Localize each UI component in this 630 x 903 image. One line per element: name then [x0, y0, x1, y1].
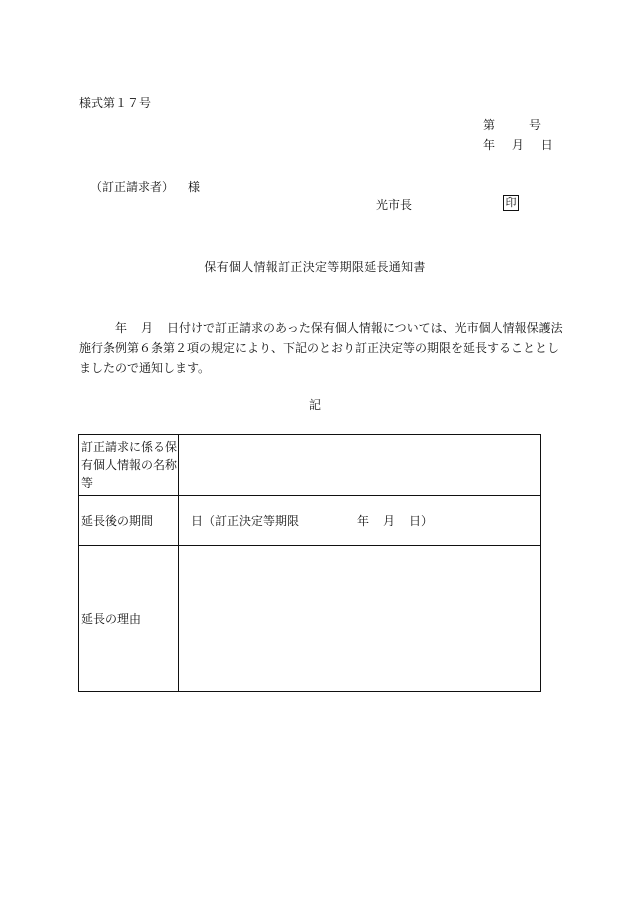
document-title: 保有個人情報訂正決定等期限延長通知書	[204, 260, 426, 274]
body-line-1-text: 日付けで訂正請求のあった保有個人情報については、光市個人情報保護法	[167, 321, 563, 335]
table-row	[79, 496, 541, 546]
form-number: 様式第１７号	[79, 96, 152, 110]
addressee	[90, 181, 200, 193]
doc-number-prefix: 第	[483, 118, 496, 132]
table-row	[79, 546, 541, 692]
period-year: 年	[357, 513, 370, 528]
ki-heading: 記	[308, 398, 321, 412]
sender-name: 光市長	[376, 198, 413, 212]
body-paragraph	[79, 318, 563, 378]
period-day-end: 日）	[409, 513, 434, 528]
seal-mark: 印	[503, 195, 519, 211]
doc-number-suffix: 号	[528, 118, 541, 132]
body-year: 年	[115, 321, 128, 335]
label-extension-reason: 延長の理由	[79, 546, 179, 692]
document-number	[483, 119, 541, 131]
body-line-1	[79, 318, 563, 338]
label-extended-period: 延長後の期間	[79, 496, 179, 546]
issue-date	[483, 139, 553, 151]
period-month: 月	[383, 513, 396, 528]
value-extension-reason	[179, 546, 541, 692]
date-year: 年	[483, 138, 496, 152]
table-row	[79, 435, 541, 496]
detail-table	[78, 434, 541, 692]
body-line-2: 施行条例第６条第２項の規定により、下記のとおり訂正決定等の期限を延長することとし	[79, 341, 560, 355]
period-day: 日（訂正決定等期限	[191, 513, 300, 528]
date-month: 月	[511, 138, 524, 152]
body-month: 月	[141, 321, 154, 335]
value-information-name	[179, 435, 541, 496]
date-day: 日	[540, 138, 553, 152]
addressee-name: （訂正請求者）	[90, 180, 175, 194]
value-extended-period	[179, 496, 541, 546]
body-line-3: ましたので通知します。	[79, 361, 211, 375]
addressee-honorific: 様	[188, 180, 201, 194]
label-information-name: 訂正請求に係る保有個人情報の名称等	[79, 435, 179, 496]
